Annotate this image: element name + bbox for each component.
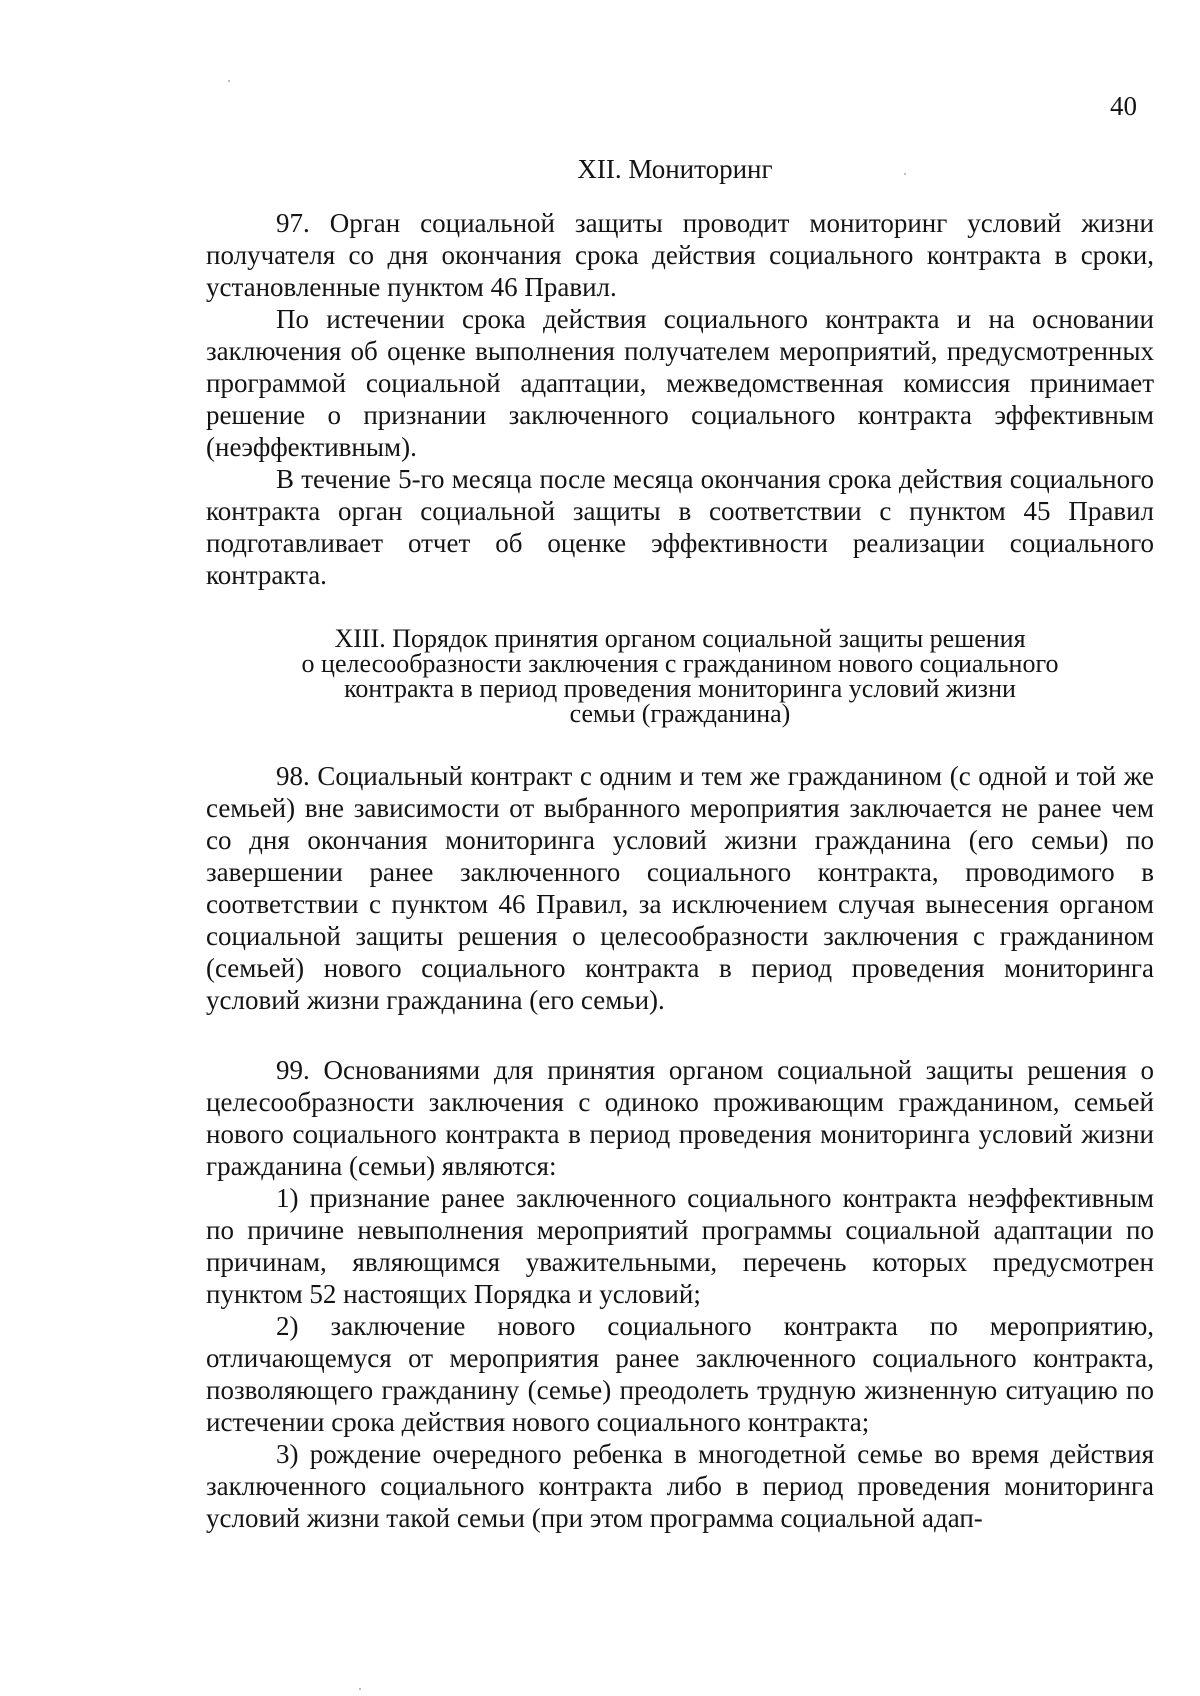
page-number: 40: [1110, 91, 1137, 121]
paragraph-99-item-3: 3) рождение очередного ребенка в многодетной семье во время действия заключенного социального контракта либо в период проведения мониторинга условий жизни такой семьи (при этом программа социальной адап-: [206, 1439, 1154, 1533]
paragraph-97: 97. Орган социальной защиты проводит мониторинг условий жизни получателя со дня окончания срока действия социального контракта в сроки, установленные пунктом 46 Правил.: [206, 208, 1154, 302]
section-xiii-title-line: контракта в период проведения мониторинга условий жизни: [344, 674, 1016, 703]
section-xiii-title: [206, 626, 1154, 726]
section-xiii-title-line: о целесообразности заключения с гражданином нового социального: [301, 649, 1059, 678]
section-xii-body: [206, 207, 1154, 591]
scan-speck: [228, 80, 230, 82]
section-xii-title: XII. Мониторинг: [577, 154, 773, 184]
paragraph-98-block: [206, 760, 1154, 1016]
paragraph-99-intro: 99. Основаниями для принятия органом социальной защиты решения о целесообразности заключения с одиноко проживающим гражданином, семьей нового социального контракта в период проведения мониторинга условий жизни гражданина (семьи) являются:: [206, 1055, 1154, 1181]
section-xiii-title-line: XIII. Порядок принятия органом социальной защиты решения: [334, 624, 1026, 653]
paragraph-99-item-2: 2) заключение нового социального контракта по мероприятию, отличающемуся от мероприятия ранее заключенного социального контракта, позволяющего гражданину (семье) преодолеть трудную жизненную ситуацию по истечении срока действия нового социального контракта;: [206, 1311, 1154, 1437]
paragraph-97-report: В течение 5-го месяца после месяца окончания срока действия социального контракта орган социальной защиты в соответствии с пунктом 45 Правил подготавливает отчет об оценке эффективности реализации социального контракта.: [206, 464, 1154, 590]
scan-speck: [359, 1688, 361, 1690]
paragraph-98: 98. Социальный контракт с одним и тем же гражданином (с одной и той же семьей) вне зависимости от выбранного мероприятия заключается не ранее чем со дня окончания мониторинга условий жизни гражданина (его семьи) по завершении ранее заключенного социального контракта, проводимого в соответствии с пунктом 46 Правил, за исключением случая вынесения органом социальной защиты решения о целесообразности заключения с гражданином (семьей) нового социального контракта в период проведения мониторинга условий жизни гражданина (его семьи).: [206, 761, 1154, 1015]
paragraph-99-item-1: 1) признание ранее заключенного социального контракта неэффективным по причине невыполнения мероприятий программы социальной адаптации по причинам, являющимся уважительными, перечень которых предусмотрен пунктом 52 настоящих Порядка и условий;: [206, 1183, 1154, 1309]
section-xiii-title-line: семьи (гражданина): [569, 699, 791, 728]
paragraph-99-block: [206, 1054, 1154, 1534]
paragraph-97-conclusion: По истечении срока действия социального контракта и на основании заключения об оценке выполнения получателем мероприятий, предусмотренных программой социальной адаптации, межведомственная комиссия принимает решение о признании заключенного социального контракта эффективным (неэффективным).: [206, 304, 1154, 462]
scan-speck: [904, 173, 906, 175]
